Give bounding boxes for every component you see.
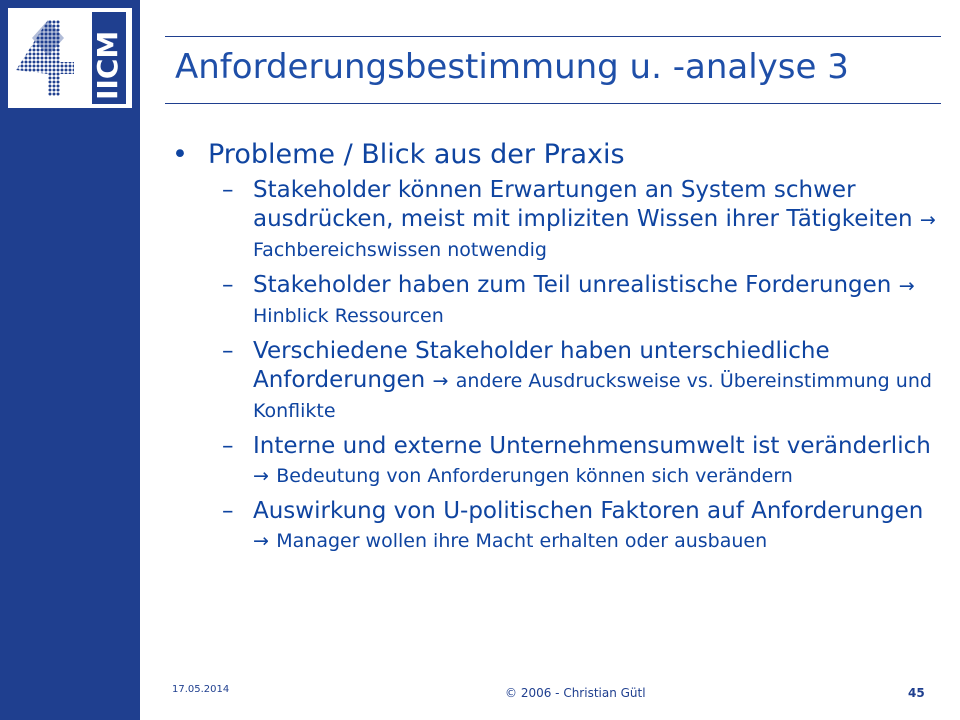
main-bullet [172, 136, 940, 174]
sub-item-main: Verschiedene Stakeholder haben unterschiedliche Anforderungen [253, 338, 830, 393]
sub-item [172, 497, 940, 556]
sub-item-detail: andere Ausdrucksweise vs. Übereinstimmung und Konflikte [253, 370, 932, 422]
arrow-icon: → [898, 275, 915, 297]
slide-content [172, 136, 940, 556]
dash-icon: – [222, 338, 234, 364]
sidebar [0, 0, 140, 720]
sub-item [172, 337, 940, 426]
slide-title: Anforderungsbestimmung u. -analyse 3 [175, 47, 849, 87]
sub-item [172, 271, 940, 331]
sub-item-main: Auswirkung von U-politischen Faktoren auf Anforderungen [253, 498, 924, 524]
sub-item [172, 176, 940, 265]
sub-item [172, 432, 940, 491]
sub-item-detail: Bedeutung von Anforderungen können sich verändern [276, 465, 793, 487]
footer-copyright: © 2006 - Christian Gütl [505, 686, 646, 700]
arrow-icon: → [919, 209, 936, 231]
title-bottom-rule [165, 103, 941, 104]
sub-item-detail: Manager wollen ihre Macht erhalten oder ausbauen [276, 530, 768, 552]
page-number: 45 [908, 686, 925, 700]
sub-item-main: Stakeholder haben zum Teil unrealistische Forderungen [253, 272, 899, 298]
sub-item-main: Stakeholder können Erwartungen an System schwer ausdrücken, meist mit impliziten Wissen ihrer Tätigkeiten [253, 177, 920, 232]
dash-icon: – [222, 433, 234, 459]
arrow-icon: → [432, 370, 449, 392]
main-bullet-text: Probleme / Blick aus der Praxis [208, 139, 625, 170]
dash-icon: – [222, 272, 234, 298]
dash-icon: – [222, 498, 234, 524]
iicm-logo [8, 8, 132, 108]
arrow-icon: → [253, 465, 269, 487]
title-top-rule [165, 36, 941, 37]
bullet-icon: • [172, 139, 188, 170]
footer-date: 17.05.2014 [172, 684, 230, 695]
iicm-logo-graphic [8, 8, 132, 108]
sub-item-main: Interne und externe Unternehmensumwelt ist veränderlich [253, 433, 931, 459]
sub-item-detail: Fachbereichswissen notwendig [253, 239, 547, 261]
arrow-icon: → [253, 530, 269, 552]
sub-item-detail: Hinblick Ressourcen [253, 305, 444, 327]
logo-text: IICM [91, 30, 124, 100]
dash-icon: – [222, 177, 234, 203]
